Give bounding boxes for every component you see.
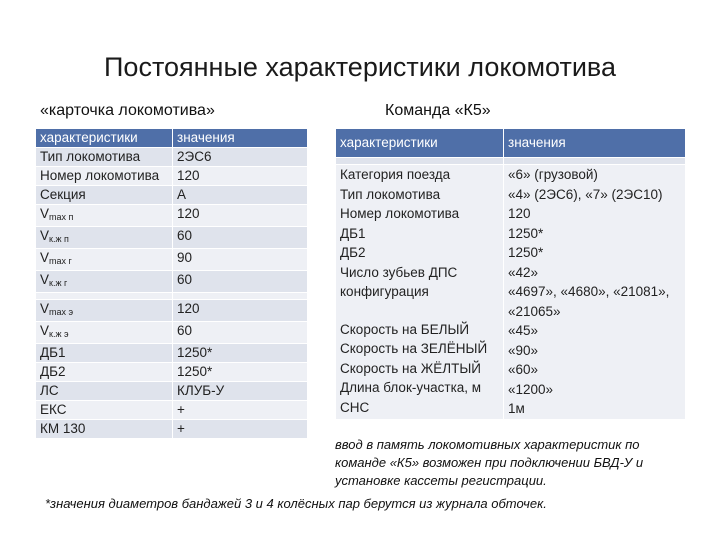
table-row [36, 186, 308, 205]
table-row [36, 382, 308, 401]
cell-characteristic [36, 227, 173, 249]
table-row [36, 344, 308, 363]
speed-symbol: V [40, 323, 50, 338]
row-value: 120 [508, 206, 531, 221]
speed-symbol: V [40, 206, 50, 221]
row-value: «4» (2ЭС6), «7» (2ЭС10) [508, 186, 663, 202]
footnote: *значения диаметров бандажей 3 и 4 колёсных пар берутся из журнала обточек. [45, 496, 547, 511]
k5-note: ввод в память локомотивных характеристик по команде «К5» возможен при подключении БВД-У и установке кассеты регистрации. [335, 437, 644, 488]
cell-value: КЛУБ-У [173, 382, 308, 401]
k5-command-table [335, 128, 686, 420]
speed-subscript: max п [49, 212, 74, 222]
row-label: Категория поезда [340, 167, 451, 182]
cell-value: 120 [173, 300, 308, 322]
row-label: Скорость на ЗЕЛЁНЫЙ [340, 341, 488, 356]
cell-characteristic [36, 271, 173, 293]
cell-characteristic: Секция [36, 186, 173, 205]
row-value: «6» (грузовой) [508, 167, 598, 182]
table-row [36, 249, 308, 271]
speed-subscript: max э [49, 307, 74, 317]
cell-characteristic: ДБ1 [36, 344, 173, 363]
cell-value: 90 [173, 249, 308, 271]
spacer-row [336, 158, 686, 165]
row-value: «45» [508, 323, 539, 338]
cell-characteristic: Тип локомотива [36, 148, 173, 167]
table-row [36, 205, 308, 227]
row-value: «90» [508, 342, 539, 358]
table-row [36, 420, 308, 439]
cell-value: 120 [173, 205, 308, 227]
cell-characteristic [36, 300, 173, 322]
row-value: «42» [508, 264, 539, 280]
locomotive-card-table [35, 128, 308, 439]
table-row [36, 300, 308, 322]
row-label: Тип локомотива [340, 186, 441, 202]
cell-value: 1250* [173, 363, 308, 382]
row-label: ДБ2 [340, 245, 366, 260]
row-label: Длина блок-участка, м [340, 380, 482, 395]
row-label: ДБ1 [340, 225, 366, 241]
slide-title: Постоянные характеристики локомотива [104, 52, 616, 82]
row-label: Скорость на БЕЛЫЙ [340, 321, 470, 337]
row-label: Скорость на ЖЁЛТЫЙ [340, 360, 481, 376]
speed-symbol: V [40, 301, 50, 316]
table-row [36, 227, 308, 249]
spacer-row [36, 293, 308, 300]
speed-subscript: max г [49, 256, 72, 266]
row-value: 1250* [508, 225, 544, 241]
cell-characteristic [36, 205, 173, 227]
row-value: 1250* [508, 245, 544, 260]
row-label: Число зубьев ДПС [340, 264, 458, 280]
cell-value: А [173, 186, 308, 205]
right-heading: Команда «К5» [385, 102, 491, 119]
speed-symbol: V [40, 272, 50, 287]
cell-characteristic [36, 322, 173, 344]
row-label: Номер локомотива [340, 206, 460, 221]
speed-symbol: V [40, 228, 50, 243]
cell-value: 60 [173, 322, 308, 344]
left-heading: «карточка локомотива» [40, 102, 215, 119]
table-row [36, 322, 308, 344]
speed-subscript: к.ж п [49, 234, 69, 244]
cell-characteristic: ЕКС [36, 401, 173, 420]
column-header: характеристики [336, 129, 504, 158]
table-row [36, 401, 308, 420]
table-row [36, 363, 308, 382]
table-row [36, 271, 308, 293]
row-value: «60» [508, 362, 539, 377]
cell-value: 120 [173, 167, 308, 186]
row-label: СНС [340, 399, 370, 415]
cell-value: 60 [173, 227, 308, 249]
cell-characteristic [36, 249, 173, 271]
cell-value [504, 165, 686, 420]
cell-characteristic: ЛС [36, 382, 173, 401]
cell-characteristic [336, 165, 504, 420]
column-header: значения [504, 129, 686, 158]
speed-symbol: V [40, 250, 50, 265]
speed-subscript: к.ж г [49, 278, 68, 288]
cell-characteristic: КМ 130 [36, 420, 173, 439]
table-row [36, 167, 308, 186]
speed-subscript: к.ж э [49, 329, 69, 339]
row-label: конфигурация [340, 284, 429, 299]
column-header: характеристики [36, 129, 173, 148]
column-header: значения [173, 129, 308, 148]
table-row [336, 165, 686, 420]
table-row [36, 148, 308, 167]
cell-value: + [173, 401, 308, 420]
cell-value: 2ЭС6 [173, 148, 308, 167]
row-value: «1200» [508, 381, 554, 397]
row-value: «4697», «4680», «21081», «21065» [508, 284, 670, 319]
cell-characteristic: Номер локомотива [36, 167, 173, 186]
cell-value: 1250* [173, 344, 308, 363]
cell-value: 60 [173, 271, 308, 293]
row-value: 1м [508, 401, 525, 416]
cell-value: + [173, 420, 308, 439]
cell-characteristic: ДБ2 [36, 363, 173, 382]
